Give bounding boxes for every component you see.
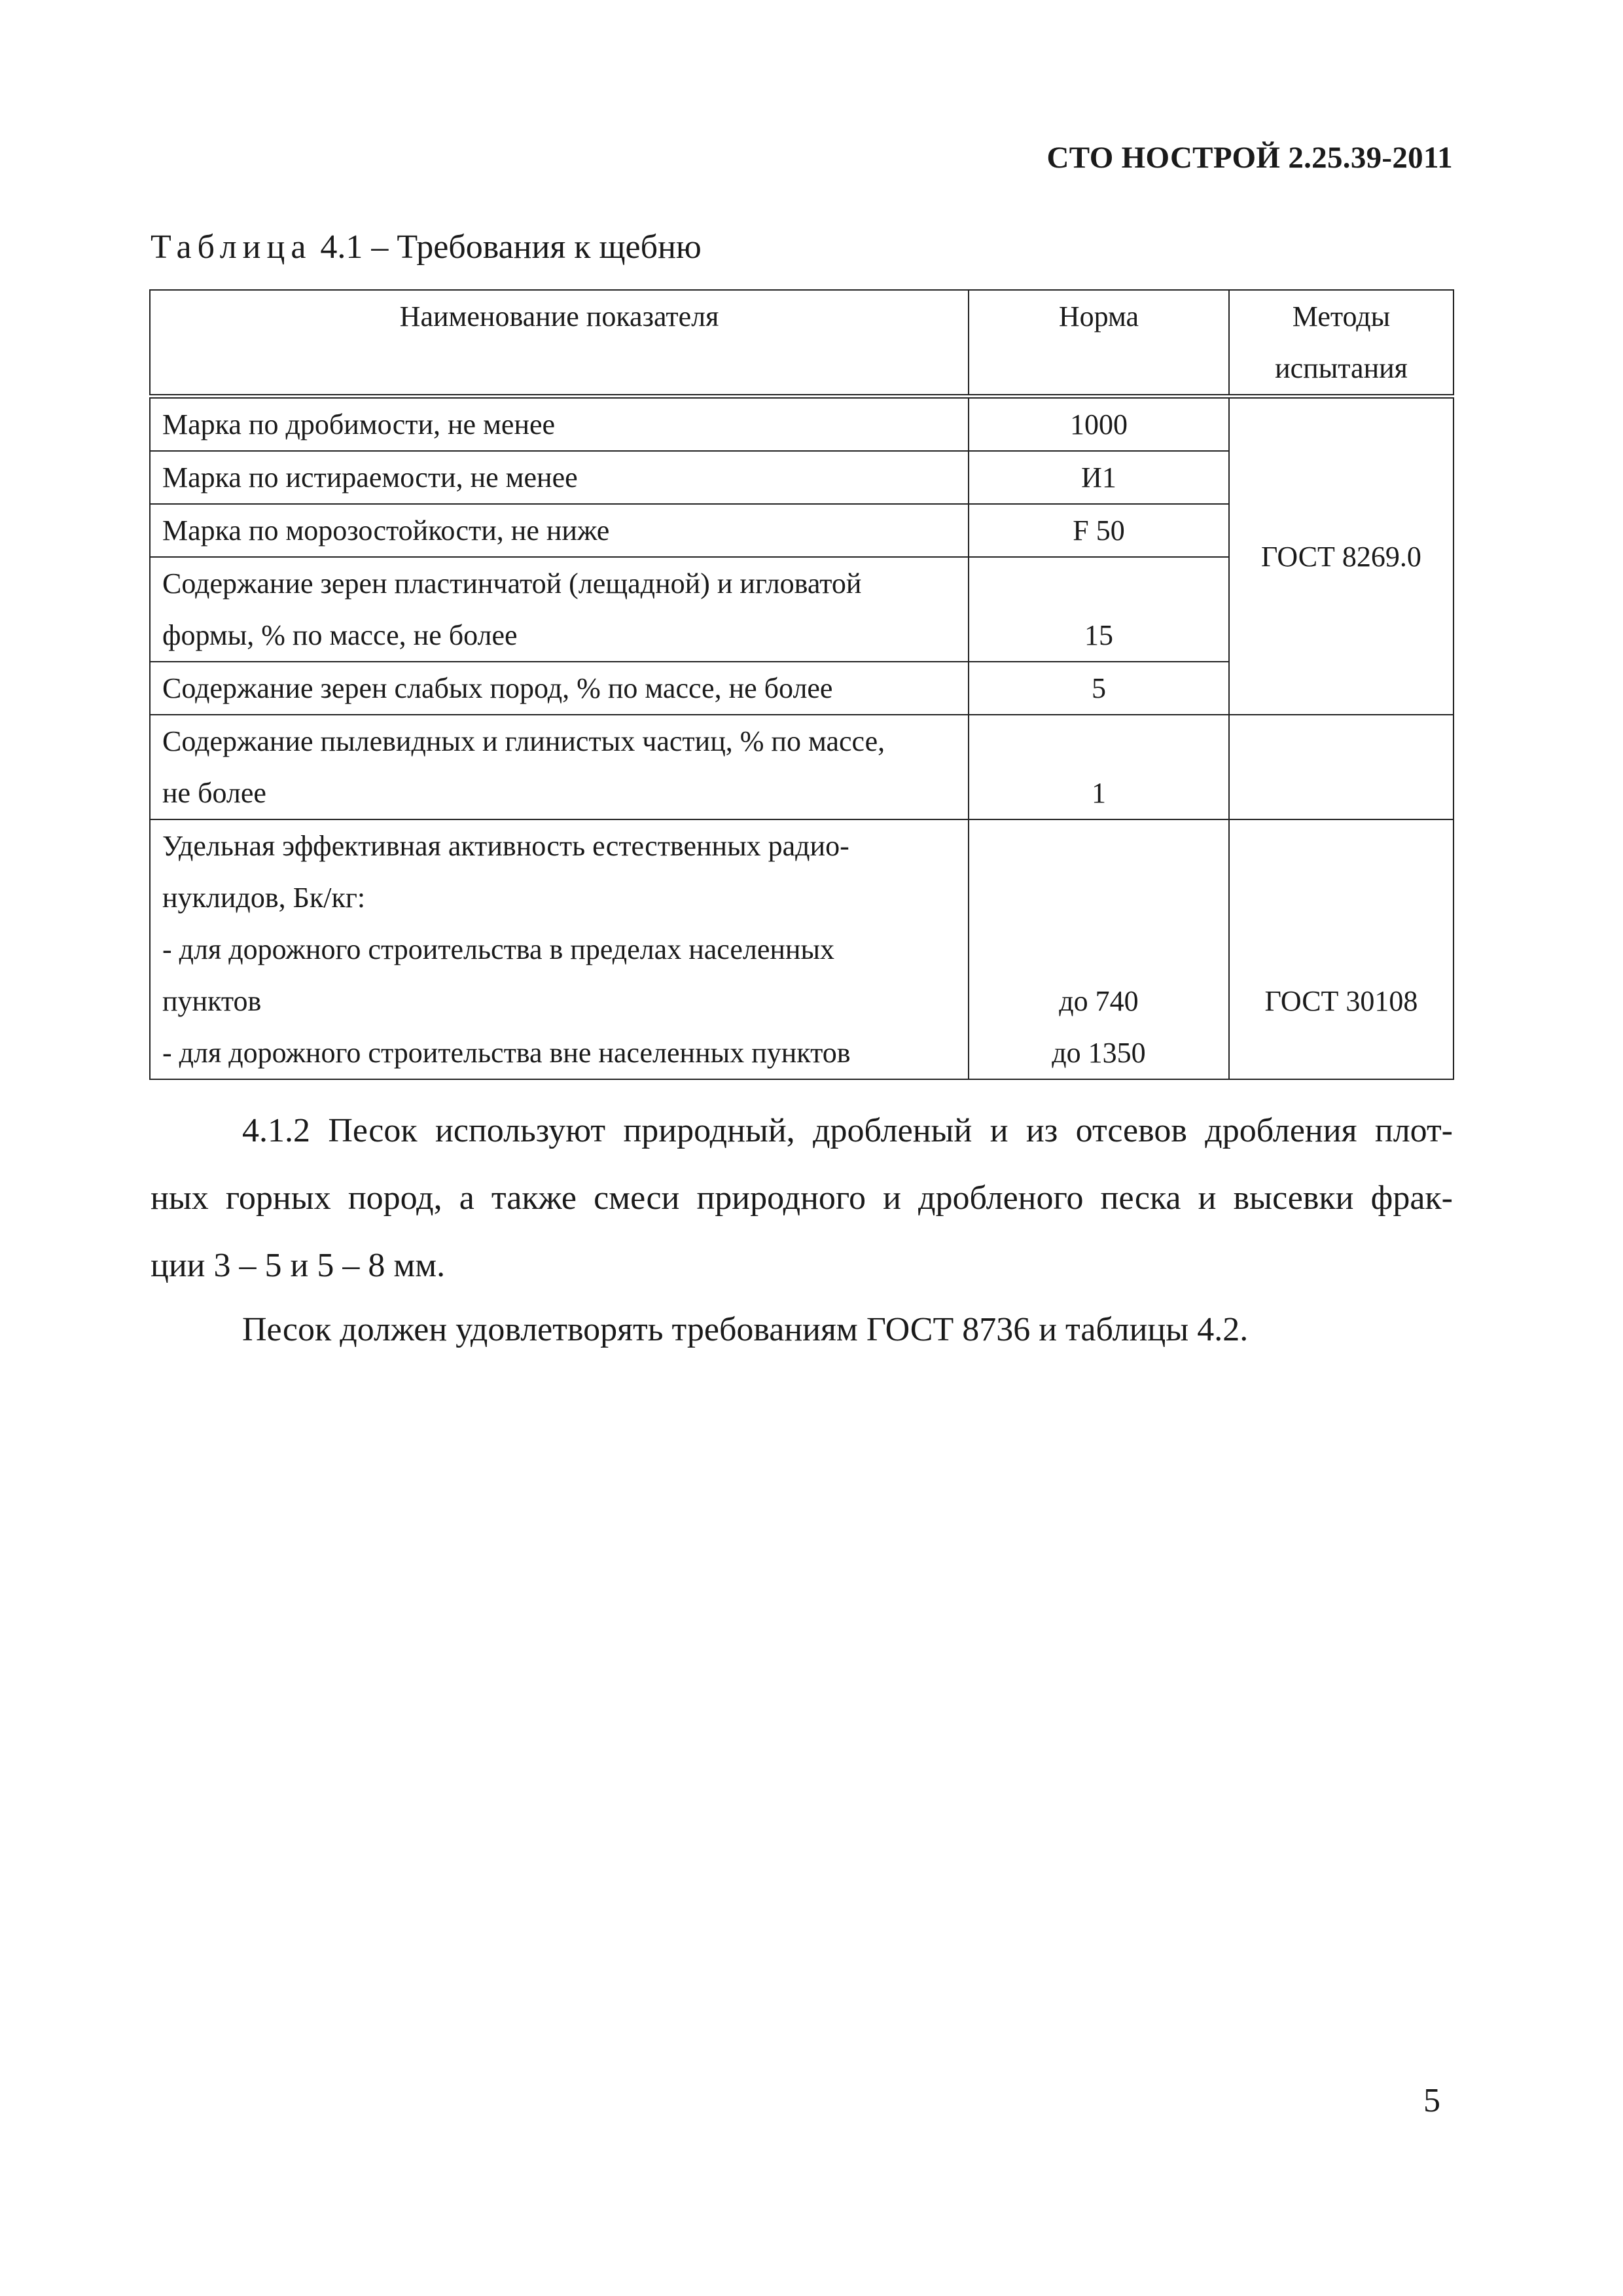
table-caption-text: – Требования к щебню bbox=[371, 228, 702, 266]
page-number: 5 bbox=[1423, 2082, 1440, 2119]
row-name-line: Содержание пылевидных и глинистых частиц, % по массе, bbox=[162, 725, 885, 757]
table-row bbox=[150, 819, 1454, 1079]
paragraph-line bbox=[151, 1097, 1453, 1164]
paragraph-4-1-2 bbox=[151, 1097, 1453, 1299]
paragraph-line bbox=[151, 1164, 1453, 1232]
row-name: Содержание зерен слабых пород, % по массе, не более bbox=[150, 662, 969, 715]
row-name-line: - для дорожного строительства вне населенных пунктов bbox=[162, 1037, 851, 1069]
paragraph-line-text: 4.1.2 Песок используют природный, дробленый и из отсевов дробления плот- bbox=[242, 1112, 1453, 1149]
row-method-text: ГОСТ 8269.0 bbox=[1261, 540, 1421, 573]
row-method bbox=[1229, 819, 1454, 1079]
row-norm: 5 bbox=[969, 662, 1229, 715]
row-norm: 1000 bbox=[969, 397, 1229, 452]
row-name-line: Удельная эффективная активность естественных радио- bbox=[162, 830, 849, 862]
document-code-header: СТО НОСТРОЙ 2.25.39-2011 bbox=[1046, 141, 1453, 175]
row-norm-value: до 1350 bbox=[1052, 1037, 1146, 1069]
row-norm: 1 bbox=[969, 715, 1229, 819]
paragraph-line bbox=[151, 1232, 1453, 1299]
row-name-line: формы, % по массе, не более bbox=[162, 619, 518, 651]
table-header-row bbox=[150, 290, 1454, 397]
row-norm-value: до 740 bbox=[1059, 985, 1139, 1017]
row-name: Марка по дробимости, не менее bbox=[150, 397, 969, 452]
row-name-line: нуклидов, Бк/кг: bbox=[162, 882, 366, 914]
table-caption-prefix: Таблица bbox=[151, 228, 312, 266]
paragraph-line-text: ных горных пород, а также смеси природного и дробленого песка и высевки фрак- bbox=[151, 1179, 1453, 1217]
paragraph-text: Песок должен удовлетворять требованиям ГОСТ 8736 и таблицы 4.2. bbox=[242, 1311, 1249, 1348]
table-row bbox=[150, 397, 1454, 452]
row-norm: И1 bbox=[969, 451, 1229, 504]
row-name: Марка по истираемости, не менее bbox=[150, 451, 969, 504]
row-norm: 15 bbox=[969, 557, 1229, 662]
column-header-name: Наименование показателя bbox=[150, 290, 969, 397]
paragraph-sand-requirement bbox=[151, 1296, 1453, 1363]
table-row bbox=[150, 715, 1454, 819]
row-method bbox=[1229, 715, 1454, 819]
row-name-line: - для дорожного строительства в пределах населенных bbox=[162, 933, 835, 965]
table-caption-number: 4.1 bbox=[320, 228, 363, 266]
row-name: Марка по морозостойкости, не ниже bbox=[150, 504, 969, 557]
row-name-line: не более bbox=[162, 777, 266, 809]
row-name bbox=[150, 557, 969, 662]
column-header-norm: Норма bbox=[969, 290, 1229, 397]
row-name-line: Содержание зерен пластинчатой (лещадной) и игловатой bbox=[162, 567, 862, 600]
row-norm: F 50 bbox=[969, 504, 1229, 557]
row-norm bbox=[969, 819, 1229, 1079]
row-name bbox=[150, 715, 969, 819]
row-name-line: пунктов bbox=[162, 985, 262, 1017]
crushed-stone-requirements-table bbox=[149, 289, 1454, 1080]
row-method-text: ГОСТ 30108 bbox=[1264, 985, 1418, 1017]
paragraph-line-text: ции 3 – 5 и 5 – 8 мм. bbox=[151, 1247, 446, 1284]
table-caption bbox=[151, 228, 702, 266]
column-header-method: Методы испытания bbox=[1229, 290, 1454, 397]
row-method-group bbox=[1229, 397, 1454, 715]
row-name bbox=[150, 819, 969, 1079]
